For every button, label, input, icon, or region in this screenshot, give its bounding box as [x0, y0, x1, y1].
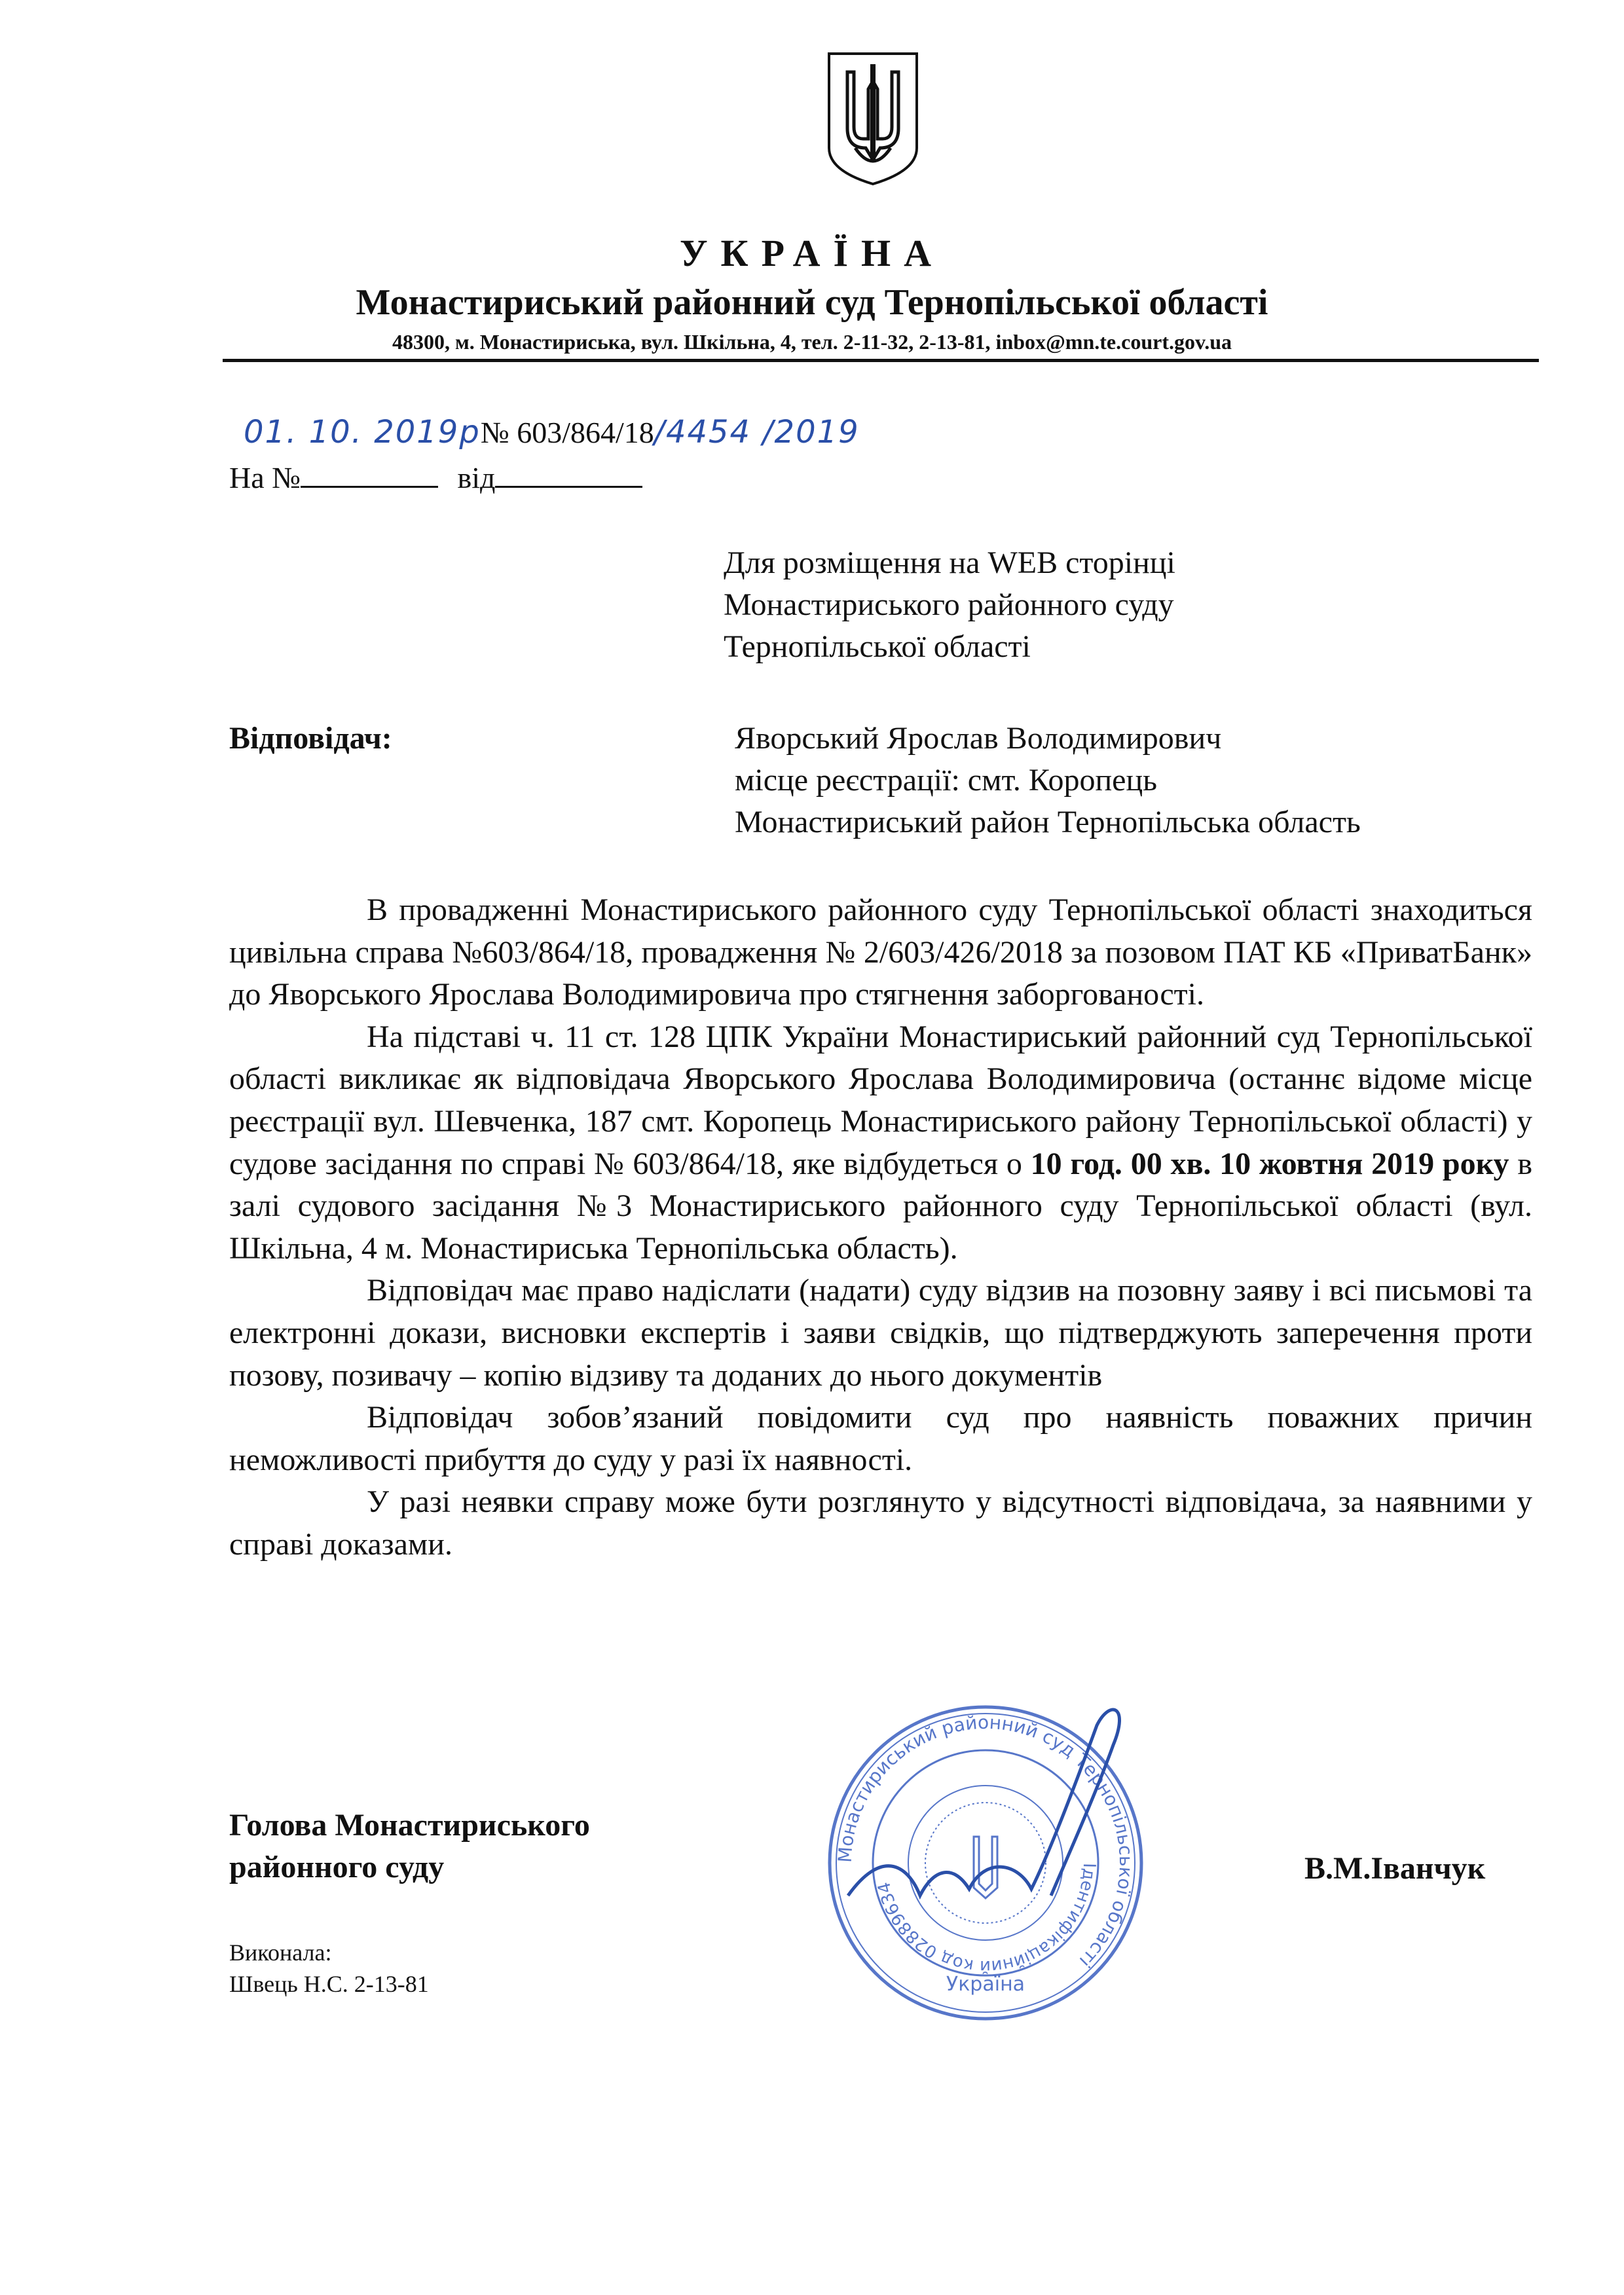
executor-name: Швець Н.С. 2-13-81	[229, 1971, 429, 1997]
respondent-region: Монастириський район Тернопільська область	[735, 805, 1361, 839]
addressee-block	[724, 542, 1575, 668]
signatory-role-line: районного суду	[229, 1850, 445, 1884]
hearing-datetime: 10 год. 00 хв. 10 жовтня 2019 року	[1030, 1146, 1509, 1181]
body-paragraph	[229, 1016, 1532, 1270]
executor-label: Виконала:	[229, 1939, 332, 1966]
letter-body	[229, 889, 1532, 1566]
signatory-role-line: Голова Монастириського	[229, 1808, 590, 1843]
respondent-registration: місце реєстрації: смт. Коропець	[735, 763, 1158, 798]
country-title: УКРАЇНА	[679, 232, 945, 274]
body-paragraph: Відповідач зобов’язаний повідомити суд про наявність поважних причин неможливості прибуття до суду у разі їх наявності.	[229, 1400, 1532, 1477]
court-seal-icon	[822, 1699, 1149, 2027]
reference-number-label: На №	[229, 461, 301, 494]
reference-date-label: від	[457, 461, 496, 494]
executor-block	[229, 1937, 429, 2000]
reference-number-blank	[301, 460, 438, 488]
respondent-label: Відповідач:	[229, 721, 392, 756]
coat-of-arms-icon	[824, 50, 922, 187]
court-address: 48300, м. Монастириська, вул. Шкільна, 4, тел. 2-11-32, 2-13-81, inbox@mn.te.court.gov.ua	[392, 330, 1232, 354]
svg-text:Ідентифікаційний код 02889634	[874, 1863, 1099, 1976]
handwritten-date: 01. 10. 2019р	[244, 414, 481, 450]
outgoing-number	[244, 406, 860, 458]
seal-inner-text: Ідентифікаційний код 02889634	[874, 1862, 1099, 1977]
header-divider	[223, 359, 1539, 362]
body-paragraph: Відповідач має право надіслати (надати) суду відзив на позовну заяву і всі письмові та електронні докази, висновки експертів і заяви свідків, що підтверджують заперечення проти позову, позивачу – копію відзиву та доданих до нього документів	[229, 1273, 1532, 1393]
addressee-line: Тернопільської області	[724, 629, 1031, 664]
seal-bottom-text: Україна	[946, 1973, 1025, 1996]
signatory-name: В.М.Іванчук	[1304, 1851, 1486, 1886]
reference-date-blank	[495, 460, 642, 488]
body-paragraph: У разі неявки справу може бути розглянуто у відсутності відповідача, за наявними у справі доказами.	[229, 1484, 1532, 1562]
body-paragraph: В провадженні Монастириського районного суду Тернопільської області знаходиться цивільна справа №603/864/18, провадження № 2/603/426/2018 за позовом ПАТ КБ «ПриватБанк» до Яворського Ярослава Володимировича про стягнення заборгованості.	[229, 892, 1532, 1012]
addressee-line: Монастириського районного суду	[724, 587, 1174, 622]
court-name: Монастириський районний суд Тернопільської області	[356, 282, 1268, 323]
respondent-name: Яворський Ярослав Володимирович	[735, 721, 1222, 756]
addressee-line: Для розміщення на WEB сторінці	[724, 545, 1175, 580]
signatory-role	[229, 1805, 590, 1888]
seal-outer-text: Монастириський районний суд Тернопільської області	[834, 1711, 1137, 1972]
reference-line	[229, 458, 642, 498]
respondent-block	[735, 718, 1586, 843]
case-number-prefix: № 603/864/18	[480, 416, 654, 449]
body-text: На підставі ч. 11 ст. 128 ЦПК України Монастириський районний суд Тернопільської області викликає як відповідача Яворського Ярослава Володимировича (останнє відоме місце реєстрації вул. Шевченка, 187 смт. Коропець Монастириського району Тернопільської області) у судове засідання по справі № 603/864/18, яке відбудеться о	[229, 1019, 1532, 1181]
handwritten-registry-suffix: /4454 /2019	[654, 414, 860, 450]
body-text: в залі судового засідання №3 Монастириського районного суду Тернопільської області (вул. Шкільна, 4 м. Монастириська Тернопільська область).	[229, 1146, 1533, 1266]
